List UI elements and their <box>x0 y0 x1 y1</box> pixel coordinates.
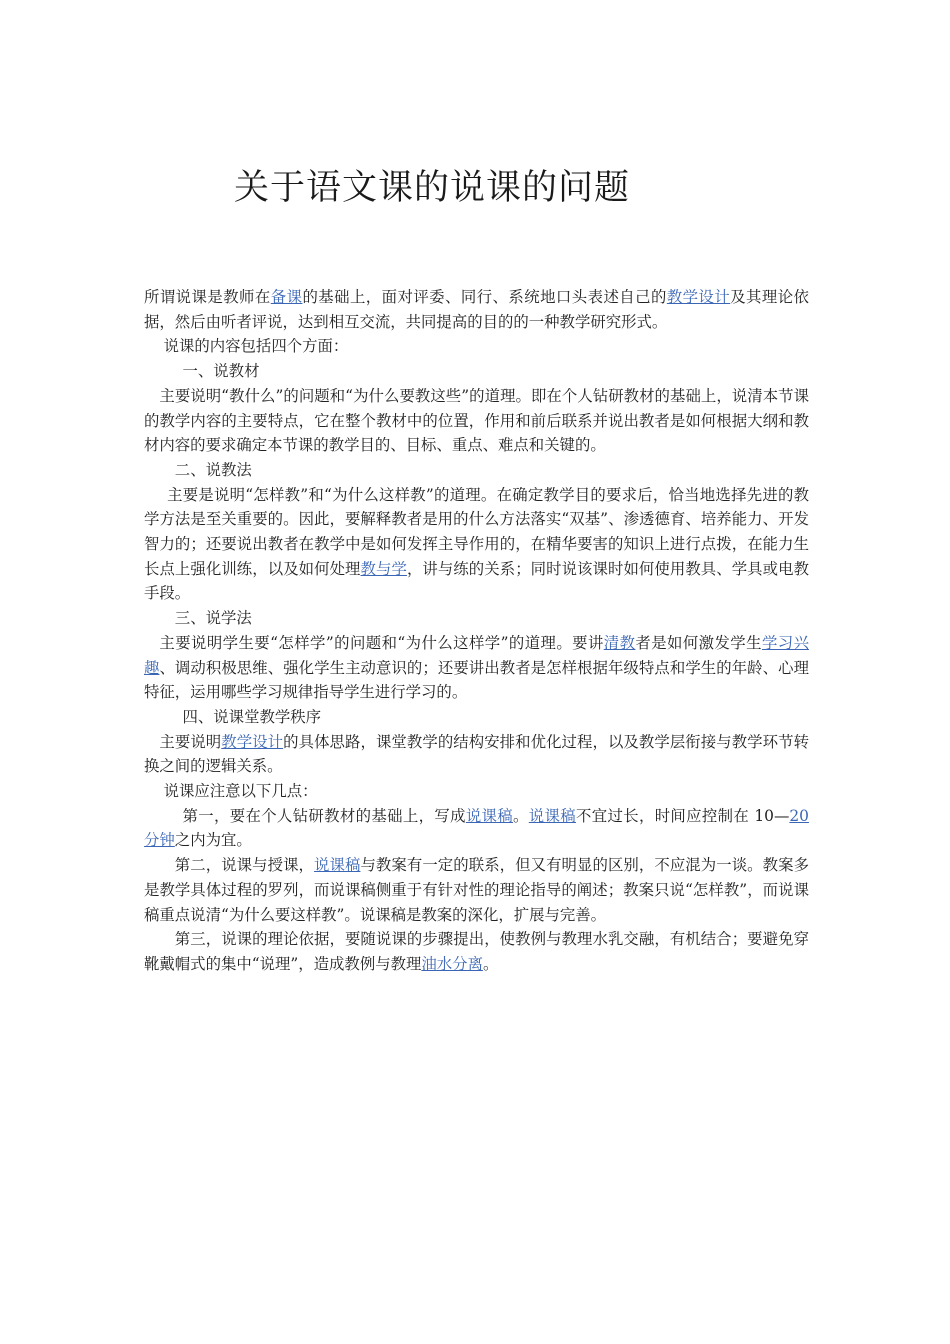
section2-heading: 二、说教法 <box>174 460 252 479</box>
text-span: 主要说明 <box>159 732 222 751</box>
text-span: 。 <box>482 954 499 973</box>
note1 <box>144 804 809 853</box>
section3-body <box>144 631 809 705</box>
document-body <box>144 285 809 977</box>
section3-heading: 三、说学法 <box>174 609 252 628</box>
text-span: ，讲与练的关系；同时说该课时如何使用教具、学具或电教手段。 <box>144 559 809 603</box>
section4-body <box>144 730 809 779</box>
link-shuokegao-1[interactable]: 说课稿 <box>465 806 514 825</box>
notes-intro: 说课应注意以下几点： <box>163 782 318 801</box>
link-shuokegao-2[interactable]: 说课稿 <box>528 806 576 825</box>
link-xuexi-xingqu[interactable]: 学习兴趣 <box>144 633 809 677</box>
text-span: 第二，说课与授课， <box>174 856 315 875</box>
link-youshui-fenli[interactable]: 油水分离 <box>421 954 483 973</box>
text-span: 不宜过长，时间应控制在 10— <box>576 806 790 825</box>
section1-heading: 一、说教材 <box>182 362 260 381</box>
text-span: 主要是说明“怎样教”和“为什么这样教”的道理。在确定教学目的要求后，恰当地选择先进的教学方法是至关重要的。因此，要解释教者是用的什么方法落实“双基”、渗透德育、培养能力、开发智力的；还要说出教者在教学中是如何发挥主导作用的，在精华要害的知识上进行点拨，在能力生长点上强化训练，以及如何处理 <box>144 485 809 578</box>
text-span: 主要说明学生要“怎样学”的问题和“为什么这样学”的道理。要讲 <box>159 633 604 652</box>
section4-heading: 四、说课堂教学秩序 <box>182 707 322 726</box>
note3 <box>144 927 809 976</box>
link-jiaoxue-sheji-2[interactable]: 教学设计 <box>221 732 284 751</box>
text-span: 所谓说课是教师在 <box>144 288 271 306</box>
text-span: 与教案有一定的联系，但又有明显的区别，不应混为一谈。教案多是教学具体过程的罗列，而说课稿侧重于有针对性的理论指导的阐述；教案只说“怎样教”，而说课稿重点说清“为什么要这样教”。说课稿是教案的深化，扩展与完善。 <box>144 856 809 924</box>
text-span: 的基础上，面对评委、同行、系统地口头表述自己的 <box>302 288 667 306</box>
contents-intro: 说课的内容包括四个方面： <box>163 337 349 356</box>
document-title: 关于语文课的说课的问题 <box>234 168 631 208</box>
section1-body: 主要说明“教什么”的问题和“为什么要教这些”的道理。即在个人钻研教材的基础上，说清本节课的教学内容的主要特点，它在整个教材中的位置，作用和前后联系并说出教者是如何根据大纲和教材内容的要求确定本节课的教学目的、目标、重点、难点和关键的。 <box>144 386 809 455</box>
link-shuokegao-3[interactable]: 说课稿 <box>314 856 361 875</box>
section2-body <box>144 483 809 607</box>
link-qing-jiao[interactable]: 清教 <box>603 633 636 652</box>
text-span: 。 <box>513 806 529 825</box>
text-span: 之内为宜。 <box>174 831 252 850</box>
link-20-fenzhong[interactable]: 20 分钟 <box>144 806 809 850</box>
text-span: 第一，要在个人钻研教材的基础上，写成 <box>182 806 466 825</box>
text-span: 者是如何激发学生 <box>635 633 762 652</box>
link-jiaoxue-sheji[interactable]: 教学设计 <box>666 288 731 306</box>
link-jiao-yu-xue[interactable]: 教与学 <box>360 559 407 578</box>
intro-paragraph <box>144 285 809 334</box>
text-span: 、调动积极思维、强化学生主动意识的；还要讲出教者是怎样根据年级特点和学生的年龄、心理特征，运用哪些学习规律指导学生进行学习的。 <box>144 658 809 702</box>
text-span: 第三，说课的理论依据，要随说课的步骤提出，使教例与教理水乳交融，有机结合；要避免穿靴戴帽式的集中“说理”，造成教例与教理 <box>144 930 809 973</box>
link-beike[interactable]: 备课 <box>270 288 303 306</box>
text-span: 及其理论依据，然后由听者评说，达到相互交流，共同提高的目的的一种教学研究形式。 <box>144 288 809 331</box>
text-span: 的具体思路，课堂教学的结构安排和优化过程，以及教学层衔接与教学环节转换之间的逻辑关系。 <box>144 732 809 776</box>
note2 <box>144 853 809 927</box>
